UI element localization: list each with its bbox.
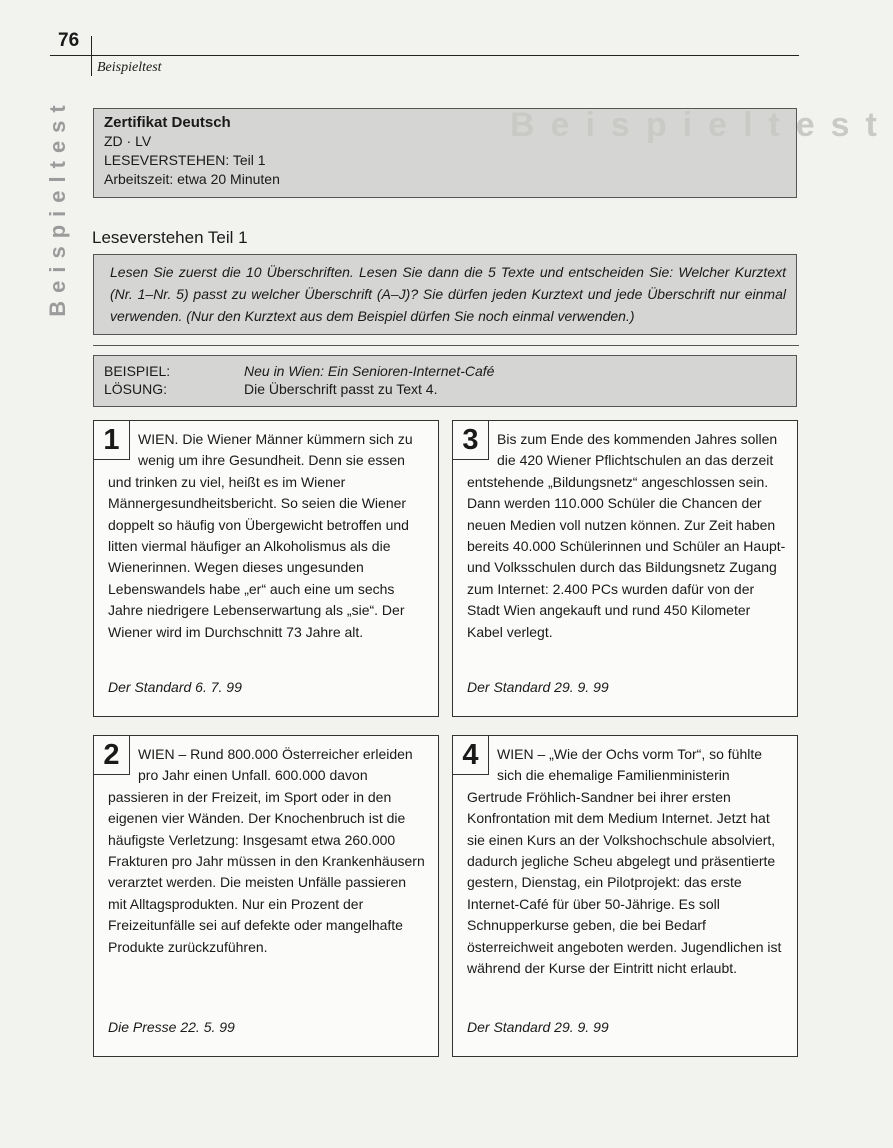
text-body: WIEN. Die Wiener Männer kümmern sich zu wenig um ihre Gesundheit. Denn sie essen und trinken zu viel, heißt es im Wiener Männergesundheitsbericht. So seien die Wiener doppelt so häufig von Übergewicht betroffen und litten viermal häufiger an Alkoholismus als die Wienerinnen. Wegen dieses ungesunden Lebenswandels habe „er“ auch eine um sechs Jahre niedrigere Lebenserwartung als „sie“. Der Wiener wird im Durchschnitt 73 Jahre alt. bbox=[108, 431, 413, 640]
watermark-text: Beispieltest bbox=[510, 106, 893, 144]
text-box-3 bbox=[452, 420, 798, 717]
header-divider-vertical bbox=[91, 36, 92, 76]
instructions-box bbox=[93, 254, 797, 335]
text-source: Der Standard 29. 9. 99 bbox=[467, 678, 609, 695]
header-rule bbox=[50, 55, 799, 56]
instructions-text: Lesen Sie zuerst die 10 Überschriften. Lesen Sie dann die 5 Texte und entscheiden Sie: Welcher Kurztext (Nr. 1–Nr. 5) passt zu welcher Überschrift (A–J)? Sie dürfen jeden Kurztext und jede Überschrift nur einmal verwenden. (Nur den Kurztext aus dem Beispiel dürfen Sie noch einmal verwenden.) bbox=[110, 264, 786, 324]
text-number: 1 bbox=[94, 420, 130, 460]
text-source: Der Standard 29. 9. 99 bbox=[467, 1018, 609, 1035]
separator-line bbox=[93, 345, 799, 346]
side-label bbox=[38, 92, 78, 322]
page-number: 76 bbox=[58, 30, 80, 51]
side-label-text: Beispieltest bbox=[45, 97, 70, 317]
text-source: Der Standard 6. 7. 99 bbox=[108, 678, 242, 695]
certificate-part: LESEVERSTEHEN: Teil 1 bbox=[104, 152, 266, 168]
solution-value: Die Überschrift passt zu Text 4. bbox=[244, 381, 438, 397]
certificate-time: Arbeitszeit: etwa 20 Minuten bbox=[104, 171, 280, 187]
certificate-code: ZD · LV bbox=[104, 133, 152, 149]
section-label: Beispieltest bbox=[97, 60, 162, 75]
text-box-4 bbox=[452, 735, 798, 1057]
text-box-2 bbox=[93, 735, 439, 1057]
solution-label: LÖSUNG: bbox=[104, 381, 168, 397]
text-source: Die Presse 22. 5. 99 bbox=[108, 1018, 235, 1035]
text-body: WIEN – Rund 800.000 Österreicher erleiden pro Jahr einen Unfall. 600.000 davon passieren in der Freizeit, im Sport oder in den eigenen vier Wänden. Der Knochenbruch ist die häufigste Verletzung: Insgesamt etwa 260.000 Frakturen pro Jahr müssen in den Krankenhäusern verarztet werden. Die meisten Unfälle passieren mit Alltagsprodukten. Nur ein Prozent der Freizeitunfälle sei auf defekte oder mangelhafte Produkte zurückzuführen. bbox=[108, 746, 425, 955]
text-number: 2 bbox=[94, 735, 130, 775]
example-label: BEISPIEL: bbox=[104, 363, 171, 379]
part-heading: Leseverstehen Teil 1 bbox=[92, 228, 248, 247]
text-body: Bis zum Ende des kommenden Jahres sollen die 420 Wiener Pflichtschulen an das derzeit entstehende „Bildungsnetz“ angeschlossen sein. Dann werden 110.000 Schüler die Chancen der neuen Medien voll nutzen können. Zur Zeit haben bereits 40.000 Schülerinnen und Schüler an Haupt- und Volksschulen durch das Bildungsnetz Zugang zum Internet: 2.400 PCs wurden dafür von der Stadt Wien angekauft und rund 450 Kilometer Kabel verlegt. bbox=[467, 431, 786, 640]
text-number: 3 bbox=[453, 420, 489, 460]
text-number: 4 bbox=[453, 735, 489, 775]
certificate-title: Zertifikat Deutsch bbox=[104, 114, 231, 131]
text-box-1 bbox=[93, 420, 439, 717]
example-box bbox=[93, 355, 797, 407]
example-value: Neu in Wien: Ein Senioren-Internet-Café bbox=[244, 363, 495, 379]
text-body: WIEN – „Wie der Ochs vorm Tor“, so fühlte sich die ehemalige Familienministerin Gertrude Fröhlich-Sandner bei ihrer ersten Konfrontation mit dem Medium Internet. Jetzt hat sie einen Kurs an der Volkshochschule absolviert, dadurch jegliche Scheu abgelegt und präsentierte gestern, Dienstag, ein Pilotprojekt: das erste Internet-Café für über 50-Jährige. Es soll Schnupperkurse geben, die bei Bedarf österreichweit angeboten werden. Jugendlichen ist während der Kurse der Eintritt nicht erlaubt. bbox=[467, 746, 782, 977]
